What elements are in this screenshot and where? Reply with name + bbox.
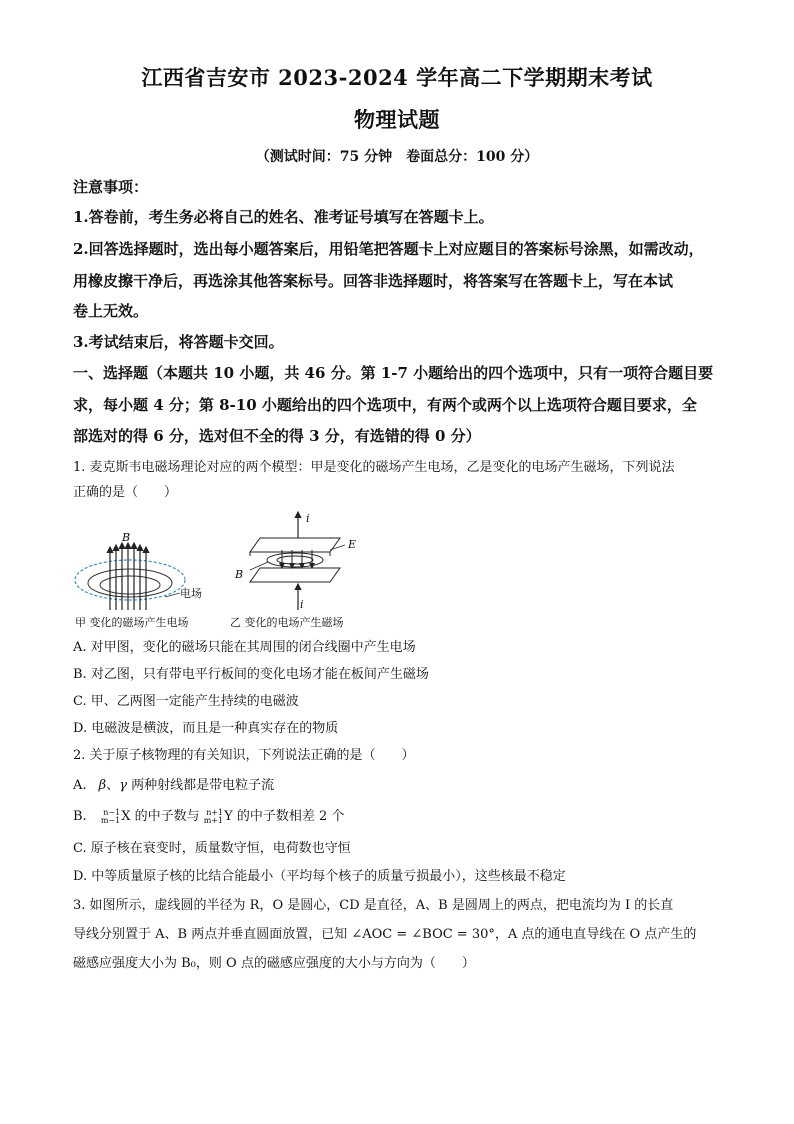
q2-option-b-prefix: B.: [73, 809, 87, 824]
field-leader-line: [165, 593, 180, 597]
exam-subject: 物理试题: [354, 107, 440, 132]
nuclide-x-charge: m−1: [100, 815, 121, 825]
notes-heading: 注意事项：: [73, 178, 149, 196]
q1-option-b: B. 对乙图，只有带电平行板间的变化电场才能在板间产生磁场: [73, 667, 429, 682]
nuclide-y-indices: [204, 809, 223, 825]
q2-option-b-end: 的中子数相差 2 个: [232, 809, 345, 824]
figure-a-magnetic-field: [70, 525, 195, 615]
figure-a-field-label: 电场: [180, 587, 202, 600]
section-1-line2: 求，每小题 4 分；第 8-10 小题给出的四个选项中，有两个或两个以上选项符合题目要求，全: [73, 396, 697, 414]
q1-option-d: D. 电磁波是横波，而且是一种真实存在的物质: [73, 721, 339, 736]
q3-stem-line1: 3. 如图所示，虚线圆的半径为 R，O 是圆心，CD 是直径，A、B 是圆周上的两点，把电流均为 I 的长直: [73, 898, 674, 913]
q2-option-b-mid: 的中子数与: [130, 809, 204, 824]
q2-option-b: [73, 806, 728, 828]
induced-magnetic-ring: [267, 553, 323, 567]
note-1: 1.答卷前，考生务必将自己的姓名、准考证号填写在答题卡上。: [73, 208, 494, 226]
exam-title: 江西省吉安市 2023-2024 学年高二下学期期末考试: [141, 65, 653, 90]
nuclide-x-indices: [101, 809, 120, 825]
figure-b-i-top: i: [306, 512, 310, 525]
capacitor-plate-bottom: [250, 568, 340, 582]
nuclide-y-mass: n+1: [206, 807, 224, 817]
note-2-line2: 用橡皮擦干净后，再选涂其他答案标号。回答非选择题时，将答案写在答题卡上，写在本试: [73, 272, 674, 290]
note-3: 3.考试结束后，将答题卡交回。: [73, 333, 284, 351]
nuclide-x: X: [121, 809, 131, 824]
q2-option-c: C. 原子核在衰变时，质量数守恒，电荷数也守恒: [73, 841, 351, 856]
nuclide-y: Y: [224, 809, 233, 824]
figure-a-caption: 甲 变化的磁场产生电场: [75, 616, 189, 629]
capacitor-plate-top: [250, 538, 340, 552]
section-1-line1: 一、选择题（本题共 10 小题，共 46 分。第 1-7 小题给出的四个选项中，只有一项符合题目要: [73, 364, 714, 382]
gamma-symbol: γ: [119, 778, 127, 793]
q3-stem-line2: 导线分别置于 A、B 两点并垂直圆面放置，已知 ∠AOC = ∠BOC = 30°，A 点的通电直导线在 O 点产生的: [73, 927, 697, 942]
q2-option-a: [73, 775, 728, 797]
q2-option-a-prefix: A.: [73, 778, 87, 793]
nuclide-x-mass: n−1: [103, 807, 121, 817]
figure-b-b-label: B: [235, 568, 244, 581]
q1-option-c: C. 甲、乙两图一定能产生持续的电磁波: [73, 694, 299, 709]
q2-option-a-sep: 、: [106, 778, 120, 793]
exam-meta: （测试时间：75 分钟 卷面总分：100 分）: [255, 149, 539, 165]
q2-stem: 2. 关于原子核物理的有关知识，下列说法正确的是（ ）: [73, 748, 415, 763]
nuclide-y-charge: m+1: [203, 815, 224, 825]
beta-symbol: β: [98, 778, 107, 793]
figure-b-i-bottom: i: [300, 598, 304, 611]
q3-stem-line3: 磁感应强度大小为 B₀，则 O 点的磁感应强度的大小与方向为（ ）: [73, 956, 475, 971]
section-1-line3: 部选对的得 6 分，选对但不全的得 3 分，有选错的得 0 分）: [73, 427, 481, 445]
figure-b-e-label: E: [348, 538, 357, 551]
figure-a-b-label: B: [122, 531, 131, 544]
figure-b-electric-field: [230, 510, 360, 615]
q1-option-a: A. 对甲图，变化的磁场只能在其周围的闭合线圈中产生电场: [73, 640, 416, 655]
note-2-line1: 2.回答选择题时，选出每小题答案后，用铅笔把答题卡上对应题目的答案标号涂黑，如需改动，: [73, 240, 704, 258]
q2-option-a-text: 两种射线都是带电粒子流: [126, 778, 275, 793]
q1-stem-line2: 正确的是（ ）: [73, 485, 178, 500]
note-2-line3: 卷上无效。: [73, 302, 149, 320]
q2-option-d: D. 中等质量原子核的比结合能最小（平均每个核子的质量亏损最小），这些核最不稳定: [73, 869, 566, 884]
field-ring-inner: [100, 576, 160, 594]
q1-stem-line1: 1. 麦克斯韦电磁场理论对应的两个模型：甲是变化的磁场产生电场，乙是变化的电场产生磁场，下列说法: [73, 460, 675, 475]
figure-b-caption: 乙 变化的电场产生磁场: [230, 616, 344, 629]
